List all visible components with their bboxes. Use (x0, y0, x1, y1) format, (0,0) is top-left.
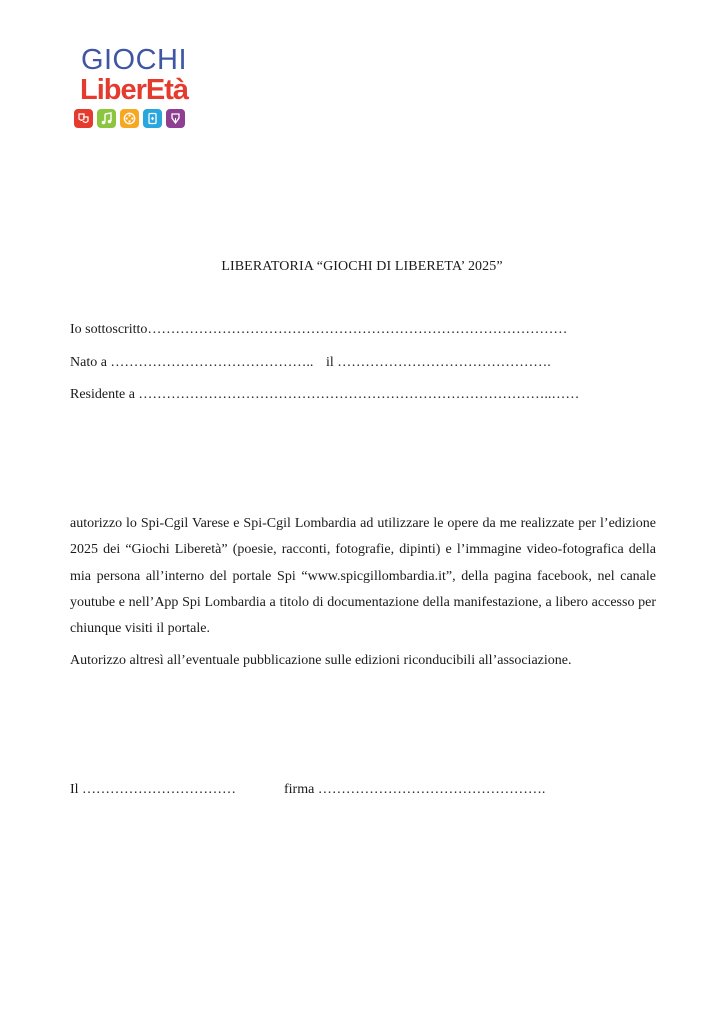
birthdate-field: il ………………………………………. (326, 355, 551, 370)
document-title: LIBERATORIA “GIOCHI DI LIBERETA’ 2025” (221, 259, 503, 274)
residence-field: Residente a ……………………………………………………………………………..…… (70, 387, 580, 402)
publication-paragraph: Autorizzo altresì all’eventuale pubblicazione sulle edizioni riconducibili all’associazione. (70, 653, 572, 668)
music-note-icon (97, 109, 116, 128)
signature-field: firma …………………………………………. (284, 782, 546, 797)
theatre-masks-icon (74, 109, 93, 128)
logo-title-giochi: GIOCHI (80, 44, 188, 76)
film-reel-icon (120, 109, 139, 128)
logo-title-liberta: LiberEtà (79, 74, 189, 106)
authorization-paragraph: autorizzo lo Spi-Cgil Varese e Spi-Cgil Lombardia ad utilizzare le opere da me realizzate per l’edizione 2025 dei “Giochi Liberetà” (poesie, racconti, fotografie, dipinti) e l’immagine video-fotografica della mia persona all’interno del portale Spi “www.spicgillombardia.it”, della pagina facebook, nel canale youtube e nell’App Spi Lombardia a titolo di documentazione della manifestazione, a libero accesso per chiunque visiti il portale. (70, 516, 656, 637)
pen-nib-icon (166, 109, 185, 128)
logo-icon-row (74, 109, 185, 128)
undersigned-name-field: Io sottoscritto……………………………………………………………………………… (70, 322, 568, 337)
playing-card-icon (143, 109, 162, 128)
giochi-liberta-logo (72, 44, 196, 134)
birth-info-line (70, 354, 551, 372)
date-field: Il …………………………… (70, 782, 237, 797)
birthplace-field: Nato a …………………………………….. (70, 355, 314, 370)
